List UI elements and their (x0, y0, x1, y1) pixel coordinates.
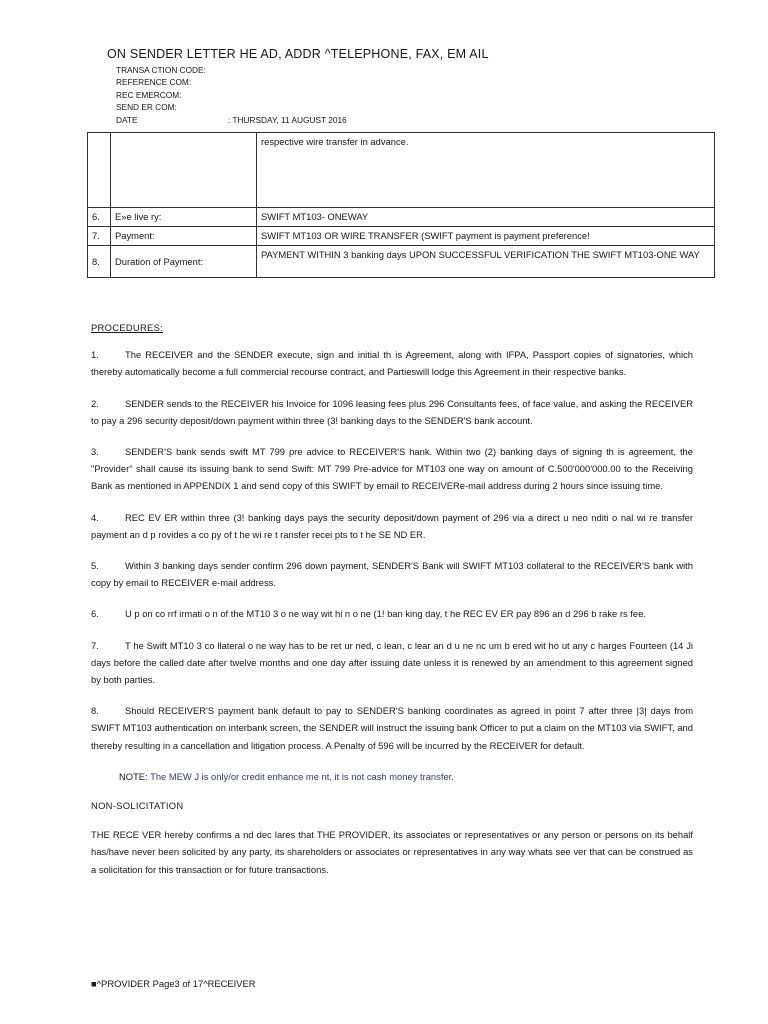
non-solicitation-heading: NON-SOLICITATION (91, 800, 184, 812)
procedure-item (91, 605, 693, 622)
table-row (88, 246, 715, 278)
row-value: SWIFT MT103- ONEWAY (257, 208, 715, 227)
transaction-meta (116, 64, 347, 126)
note-label: NOTE: (119, 770, 148, 782)
meta-label: REFERENCE COM: (116, 77, 192, 88)
procedure-text: T he Swift MT10 3 co llateral o ne way has to be ret ur ned, c lean, c lear an d u ne nc um b ered wit ho ut any c harges Fourteen (14 Ji days before the called date after twelve months and one day after issuing date unless it is renewed by an amendment to this agreement signed by both parties. (91, 639, 693, 686)
row-number (88, 133, 111, 208)
procedure-item (91, 509, 693, 543)
procedure-number: 3. (91, 446, 99, 458)
meta-row-sender (116, 101, 347, 113)
letterhead-title: ON SENDER LETTER HE AD, ADDR ^TELEPHONE, FAX, EM AIL (107, 47, 489, 61)
procedure-text: Within 3 banking days sender confirm 296 down payment, SENDER'S Bank will SWIFT MT103 collateral to the RECEIVER'S bank with copy by email to RECEIVER e-mail address. (91, 560, 693, 589)
row-value: PAYMENT WITHIN 3 banking days UPON SUCCESSFUL VERIFICATION THE SWIFT MT103-ONE WAY (257, 246, 715, 278)
procedure-text: Should RECEIVER'S payment bank default to pay to SENDER'S banking coordinates as agreed in point 7 after three |3| days from SWIFT MT103 authentication on interbank screen, the SENDER will instruct the issuing bank Officer to put a claim on the MT103 via SWIFT, and thereby resulting in a cancellation and litigation process. A Penalty of 596 will be incurred by the RECEIVER for default. (91, 705, 693, 751)
procedure-item (91, 346, 693, 380)
procedure-number: 8. (91, 705, 99, 717)
procedure-number: 5. (91, 560, 99, 572)
meta-label: REC EMERCOM: (116, 89, 182, 100)
meta-row-reference (116, 76, 347, 88)
row-value: SWIFT MT103 OR WIRE TRANSFER (SWIFT payment is payment preference! (257, 227, 715, 246)
non-solicitation-text: THE RECE VER hereby confirms a nd dec lares that THE PROVIDER, its associates or representatives or any person or persons on its behalf has/have never been solicited by any party, its shareholders or associates or representatives in any way whats see ver that can be construed as a solicitation for this transaction or for future transactions. (91, 829, 693, 875)
meta-row-transaction-code (116, 64, 347, 76)
row-label (111, 133, 257, 208)
procedure-number: 7. (91, 639, 99, 651)
row-label: E»e live ry: (111, 208, 257, 227)
meta-date-value: : THURSDAY, 11 AUGUST 2016 (228, 114, 347, 125)
procedure-text: REC EV ER within three (3! banking days pays the security deposit/down payment of 296 via a direct u neo nditi o nal wi re transfer payment an d p rovides a co py of t he wi re t ransfer recei pts to t he SE ND ER. (91, 511, 693, 540)
procedure-item (91, 443, 693, 495)
procedure-number: 2. (91, 397, 99, 409)
procedure-item (91, 557, 693, 591)
procedure-item (91, 702, 693, 754)
meta-row-receiver (116, 89, 347, 101)
table-row (88, 208, 715, 227)
procedure-text: SENDER sends to the RECEIVER his Invoice for 1096 leasing fees plus 296 Consultants fees, of face value, and asking the RECEIVER to pay a 296 security deposit/down payment within three (3! banking days to the SENDER'S bank account. (91, 397, 693, 426)
row-number: 8. (88, 246, 111, 278)
procedure-item (91, 637, 693, 689)
terms-table (87, 132, 715, 278)
row-value: respective wire transfer in advance. (257, 133, 715, 208)
meta-label: TRANSA CTION CODE: (116, 65, 206, 75)
row-number: 7. (88, 227, 111, 246)
row-number: 6. (88, 208, 111, 227)
procedure-number: 6. (91, 608, 99, 620)
table-row (88, 133, 715, 208)
procedure-number: 1. (91, 349, 99, 361)
procedures-heading: PROCEDURES: (91, 322, 164, 333)
procedure-text: The RECEIVER and the SENDER execute, sign and initial th is Agreement, along with IFPA, Passport copies of signatories, which thereby automatically become a full commercial recourse contract, and Partieswill lodge this Agreement in their respective banks. (91, 349, 693, 378)
row-label: Payment: (111, 227, 257, 246)
meta-label: DATE (116, 114, 138, 125)
row-label: Duration of Payment: (111, 246, 257, 278)
meta-row-date (116, 114, 347, 126)
table-row (88, 227, 715, 246)
note-text: The MEW J is only/or credit enhance me nt, it is not cash money transfer. (150, 770, 454, 782)
procedures-note (119, 768, 693, 785)
procedure-text: SENDER'S bank sends swift MT 799 pre advice to RECEIVER'S hank. Within two (2) banking days of signing th is agreement, the "Provider" shall cause its issuing bank to send Swift: MT 799 Pre-advice for MT103 one way on amount of C.500'000'000.00 to the Receiving Bank as mentioned in APPENDIX 1 and send copy of this SWIFT by email to RECEIVERe-mail address during 2 hours since issuing time. (91, 446, 693, 492)
procedure-number: 4. (91, 511, 99, 523)
page-footer: ■^PROVIDER Page3 of 17^RECEIVER (91, 978, 256, 989)
procedure-text: U p on co rrf irmati o n of the MT10 3 o ne way wit hi n o ne (1! ban king day, t he REC EV ER pay 896 an d 296 b rake rs fee. (125, 608, 646, 620)
procedure-item (91, 395, 693, 429)
meta-label: SEND ER COM: (116, 102, 177, 113)
document-body (91, 319, 693, 892)
